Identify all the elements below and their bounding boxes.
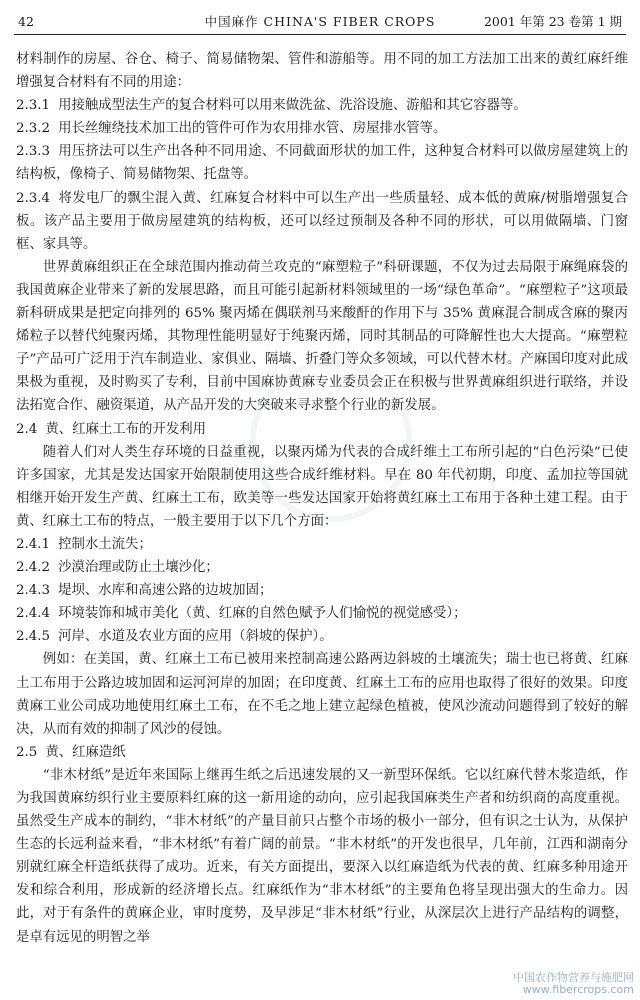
issue-info: 2001 年第 23 卷第 1 期 bbox=[483, 14, 622, 29]
site-watermark bbox=[513, 972, 634, 996]
section-heading bbox=[16, 418, 628, 441]
paragraph-text: 环境装饰和城市美化（黄、红麻的自然色赋予人们愉悦的视觉感受）； bbox=[58, 606, 467, 622]
body-paragraph bbox=[16, 648, 628, 740]
item-number: 2.5 bbox=[16, 744, 38, 760]
journal-title: 中国麻作 CHINA'S FIBER CROPS bbox=[204, 14, 436, 29]
paragraph-text: “非木材纸”是近年来国际上继再生纸之后迅速发展的又一新型环保纸。它以红麻代替木浆造纸，作为我国黄麻纺织行业主要原料红麻的这一新用途的动向，应引起我国麻类生产者和纺织商的高度重视。虽然受生产成本的制约，“非木材纸”的产量目前只占整个市场的极小一部分，但有识之士认为，从保护生态的长远利益来看，“非木材纸”有着广阔的前景。“非木材纸”的开发也很早，几年前，江西和湖南分别就红麻全杆造纸获得了成功。近来，有关方面提出，要深入以红麻造纸为代表的黄、红麻多种用途开发和综合利用，形成新的经济增长点。红麻纸作为“非木材纸”的主要角色将呈现出强大的生命力。因此，对于有条件的黄麻企业，审时度势，及早涉足“非木材纸”行业，从深层次上进行产品结构的调整，是卓有远见的明智之举 bbox=[16, 767, 628, 945]
paragraph-text: 随着人们对人类生存环境的日益重视，以聚丙烯为代表的合成纤维土工布所引起的“白色污染”已使许多国家，尤其是发达国家开始限制使用这些合成纤维材料。早在 80 年代初期，印度、孟加拉等国就相继开始开发生产黄、红麻土工布，欧美等一些发达国家开始将黄红麻土工布用于各种土建工程。由于黄、红麻土工布的特点，一般主要用于以下几个方面： bbox=[16, 444, 628, 529]
item-number: 2.3.4 bbox=[16, 190, 51, 206]
item-number: 2.3.2 bbox=[16, 121, 51, 137]
running-header bbox=[14, 10, 626, 35]
list-item bbox=[16, 94, 628, 117]
list-item bbox=[16, 556, 628, 579]
paragraph-text: 堤坝、水库和高速公路的边坡加固； bbox=[58, 583, 273, 599]
paragraph-text: 用接触成型法生产的复合材料可以用来做洗盆、洗浴设施、游船和其它容器等。 bbox=[58, 98, 527, 114]
item-number: 2.3.3 bbox=[16, 144, 51, 160]
list-item bbox=[16, 117, 628, 140]
item-number: 2.4.2 bbox=[16, 560, 51, 576]
item-number: 2.4.5 bbox=[16, 629, 51, 645]
list-item bbox=[16, 187, 628, 256]
paragraph-text: 控制水土流失； bbox=[58, 536, 152, 552]
list-item bbox=[16, 579, 628, 602]
item-number: 2.4.4 bbox=[16, 606, 51, 622]
list-item bbox=[16, 533, 628, 556]
item-number: 2.4 bbox=[16, 421, 38, 437]
watermark-cn: 中国农作物营养与施肥网 bbox=[513, 971, 634, 984]
continued-paragraph bbox=[16, 48, 628, 94]
item-number: 2.4.3 bbox=[16, 583, 51, 599]
article-body bbox=[16, 48, 628, 949]
paragraph-text: 世界黄麻组织正在全球范围内推动荷兰攻克的“麻塑粒子”科研课题，不仅为过去局限于麻绳麻袋的我国黄麻企业带来了新的发展思路，而且可能引起新材料领域里的一场“绿色革命”。“麻塑粒子”这项最新科研成果是把定向排列的 65% 聚丙烯在偶联剂马来酸酐的作用下与 35% 黄麻混合制成含麻的聚丙烯粒子以替代纯聚丙烯，其物理性能明显好于纯聚丙烯，同时其制品的可降解性也大大提高。“麻塑粒子”产品可广泛用于汽车制造业、家俱业、隔墙、折叠门等众多领域，可以代替木材。产麻国印度对此成果极为重视，及时购买了专利，目前中国麻协黄麻专业委员会正在积极与世界黄麻组织进行联络，并设法拓宽合作、融资渠道，从产品开发的大突破来寻求整个行业的新发展。 bbox=[16, 259, 628, 414]
paragraph-text: 例如：在美国，黄、红麻土工布已被用来控制高速公路两边斜坡的土壤流失；瑞士也已将黄、红麻土工布用于公路边坡加固和运河河岸的加固；在印度黄、红麻土工布的应用也取得了很好的效果。印度黄麻工业公司成功地使用红麻土工布，在不毛之地上建立起绿色植被，使风沙流动问题得到了较好的解决，从而有效的抑制了风沙的侵蚀。 bbox=[16, 652, 628, 737]
item-number: 2.4.1 bbox=[16, 536, 51, 552]
paragraph-text: 河岸、水道及农业方面的应用（斜坡的保护）。 bbox=[58, 629, 333, 645]
list-item bbox=[16, 625, 628, 648]
body-paragraph bbox=[16, 256, 628, 418]
page-number: 42 bbox=[18, 14, 34, 29]
paragraph-text: 用压挤法可以生产出各种不同用途、不同截面形状的加工件，这种复合材料可以做房屋建筑上的结构板，像椅子、简易储物架、托盘等。 bbox=[16, 144, 628, 183]
paragraph-text: 沙漠治理或防止土壤沙化； bbox=[58, 560, 219, 576]
paragraph-text: 将发电厂的飘尘混入黄、红麻复合材料中可以生产出一些质量轻、成本低的黄麻/树脂增强复合板。该产品主要用于做房屋建筑的结构板，还可以经过预制及各种不同的形状，可以用做隔墙、门窗框、家具等。 bbox=[16, 190, 628, 252]
watermark-url: www.fibercrops.com bbox=[522, 983, 634, 996]
paragraph-text: 黄、红麻造纸 bbox=[45, 744, 126, 760]
paragraph-text: 材料制作的房屋、谷仓、椅子、简易储物架、管件和游船等。用不同的加工方法加工出来的黄红麻纤维增强复合材料有不同的用途： bbox=[16, 52, 628, 91]
list-item bbox=[16, 602, 628, 625]
body-paragraph bbox=[16, 441, 628, 533]
paragraph-text: 用长丝缠绕技术加工出的管件可作为农用排水管、房屋排水管等。 bbox=[58, 121, 447, 137]
list-item bbox=[16, 140, 628, 186]
item-number: 2.3.1 bbox=[16, 98, 51, 114]
paragraph-text: 黄、红麻土工布的开发利用 bbox=[45, 421, 207, 437]
section-heading bbox=[16, 741, 628, 764]
body-paragraph bbox=[16, 764, 628, 949]
